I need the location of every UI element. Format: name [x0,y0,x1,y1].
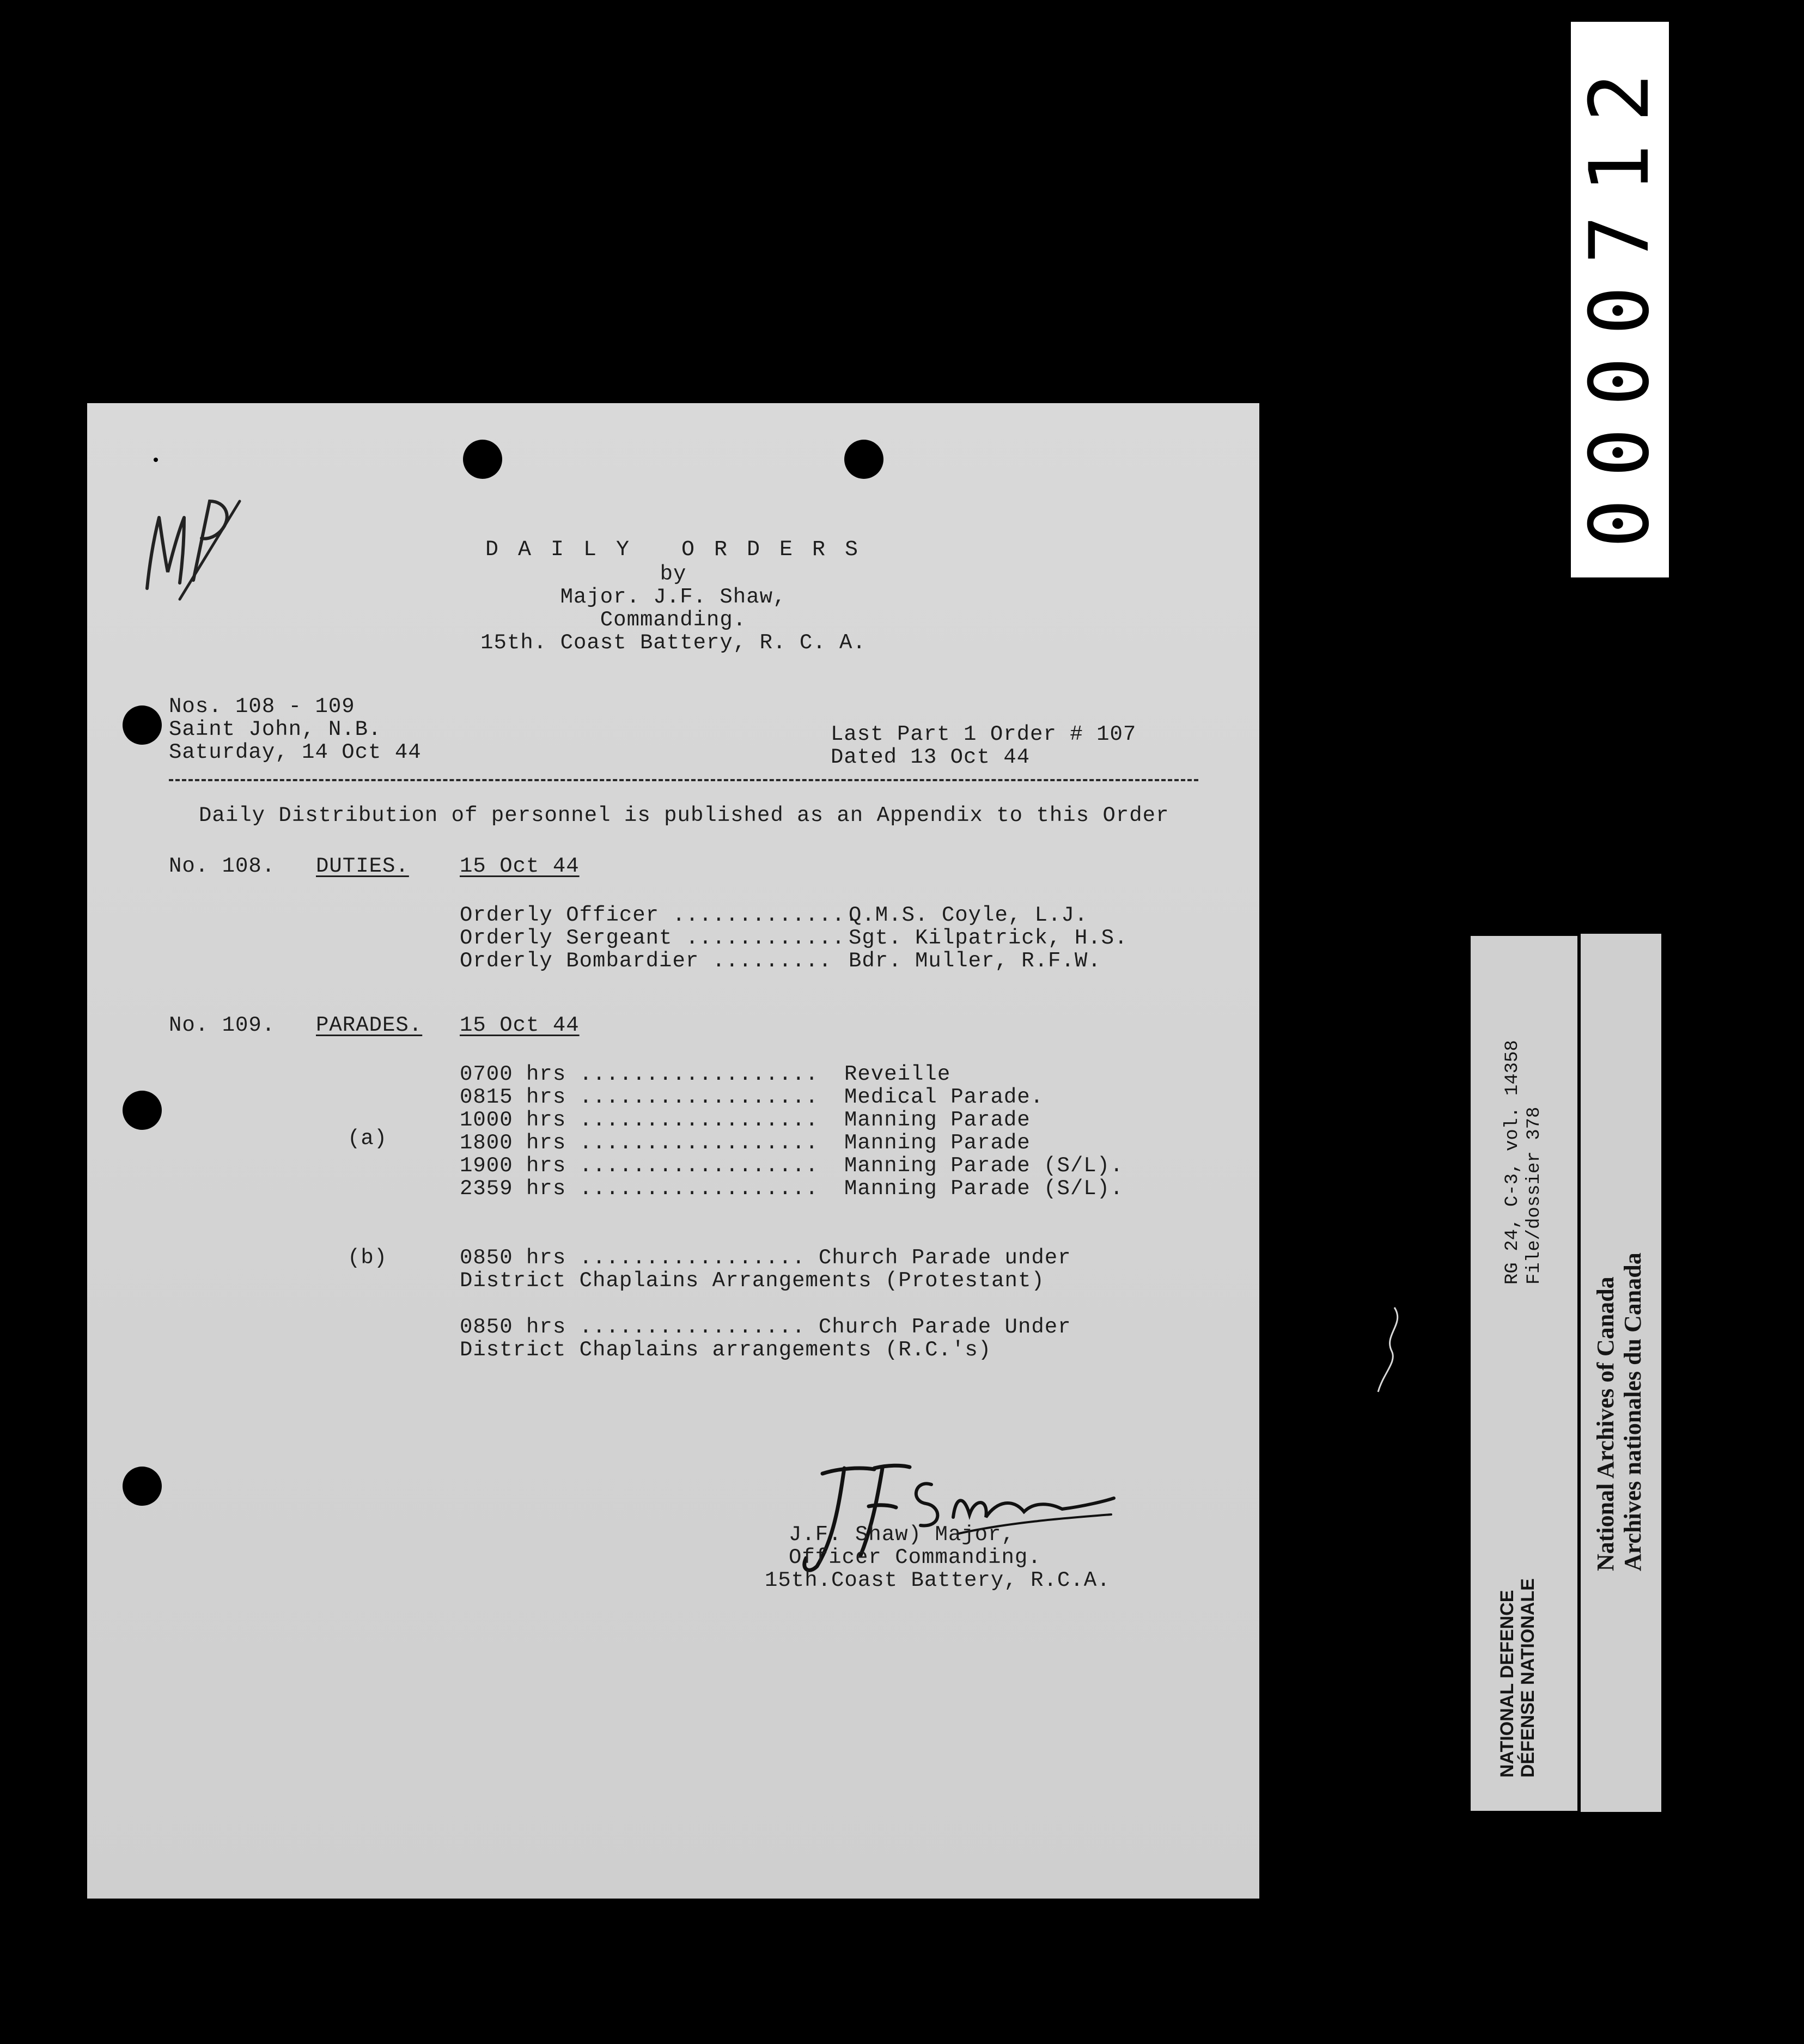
archive-reference-strip [1471,936,1577,1811]
duty-name: Sgt. Kilpatrick, H.S. [849,926,1128,950]
parade-label-a: (a) [348,1127,388,1151]
order-109-heading: PARADES. [316,1013,423,1037]
parade-event: Manning Parade [844,1131,1031,1155]
order-108-number: No. 108. [169,854,276,878]
divider [169,779,1198,781]
frame-number-text: 0000712 [1573,51,1667,549]
distribution-note: Daily Distribution of personnel is published as an Appendix to this Order [199,804,1169,828]
parade-time: 0700 hrs .................. [460,1062,819,1086]
duty-name: Q.M.S. Coyle, L.J. [849,903,1088,927]
order-108-heading: DUTIES. [316,854,409,878]
punch-hole [463,440,502,479]
department-fr: DÉFENSE NATIONALE [1517,1578,1538,1778]
parade-event: Manning Parade (S/L). [844,1177,1124,1201]
archive-name-strip [1581,934,1661,1812]
archive-reference: RG 24, C-3, vol. 14358 [1502,1040,1523,1285]
document-title: D A I L Y O R D E R S [485,538,862,562]
header-role: Commanding. [600,608,747,632]
header-unit: 15th. Coast Battery, R. C. A. [480,631,866,655]
order-108-date: 15 Oct 44 [460,854,580,878]
church-parade-line: 0850 hrs ................. Church Parade Under [460,1315,1071,1339]
parade-time: 1800 hrs .................. [460,1131,819,1155]
stray-mark [1367,1302,1411,1400]
header-by: by [660,562,687,586]
parade-time: 2359 hrs .................. [460,1177,819,1201]
parade-label-b: (b) [348,1246,388,1270]
punch-hole [123,1091,162,1130]
parade-time: 1900 hrs .................. [460,1154,819,1178]
order-place: Saint John, N.B. [169,717,382,741]
archives-name-fr: Archives nationales du Canada [1619,1252,1646,1571]
duty-role: Orderly Bombardier ......... [460,949,832,973]
order-numbers: Nos. 108 - 109 [169,695,355,719]
signature-name-line: J.F. Shaw) Major, [789,1523,1015,1547]
order-109-date: 15 Oct 44 [460,1013,580,1037]
church-parade-line: District Chaplains Arrangements (Protestant) [460,1269,1045,1293]
church-parade-line: 0850 hrs ................. Church Parade under [460,1246,1071,1270]
order-date: Saturday, 14 Oct 44 [169,740,422,764]
microfilm-frame-number [1571,22,1669,577]
parade-time: 0815 hrs .................. [460,1085,819,1109]
signature-unit-line: 15th.Coast Battery, R.C.A. [765,1568,1111,1592]
speck [154,458,158,462]
department-en: NATIONAL DEFENCE [1497,1590,1517,1778]
punch-hole [123,1467,162,1506]
archive-file: File/dossier 378 [1524,1106,1545,1285]
header-officer: Major. J.F. Shaw, [560,585,787,609]
punch-hole [123,705,162,745]
order-109-number: No. 109. [169,1013,276,1037]
punch-hole [844,440,883,479]
last-order-date: Dated 13 Oct 44 [831,745,1031,769]
duty-role: Orderly Officer .............. [460,903,859,927]
parade-event: Manning Parade (S/L). [844,1154,1124,1178]
parade-event: Reveille [844,1062,951,1086]
order-document [87,403,1259,1899]
parade-event: Manning Parade [844,1108,1031,1132]
church-parade-line: District Chaplains arrangements (R.C.'s) [460,1338,992,1362]
last-order-ref: Last Part 1 Order # 107 [831,722,1137,746]
parade-event: Medical Parade. [844,1085,1044,1109]
duty-name: Bdr. Muller, R.F.W. [849,949,1101,973]
duty-role: Orderly Sergeant ............ [460,926,845,950]
signature-title-line: Officer Commanding. [789,1546,1041,1570]
archives-name-en: National Archives of Canada [1592,1276,1619,1571]
parade-time: 1000 hrs .................. [460,1108,819,1132]
